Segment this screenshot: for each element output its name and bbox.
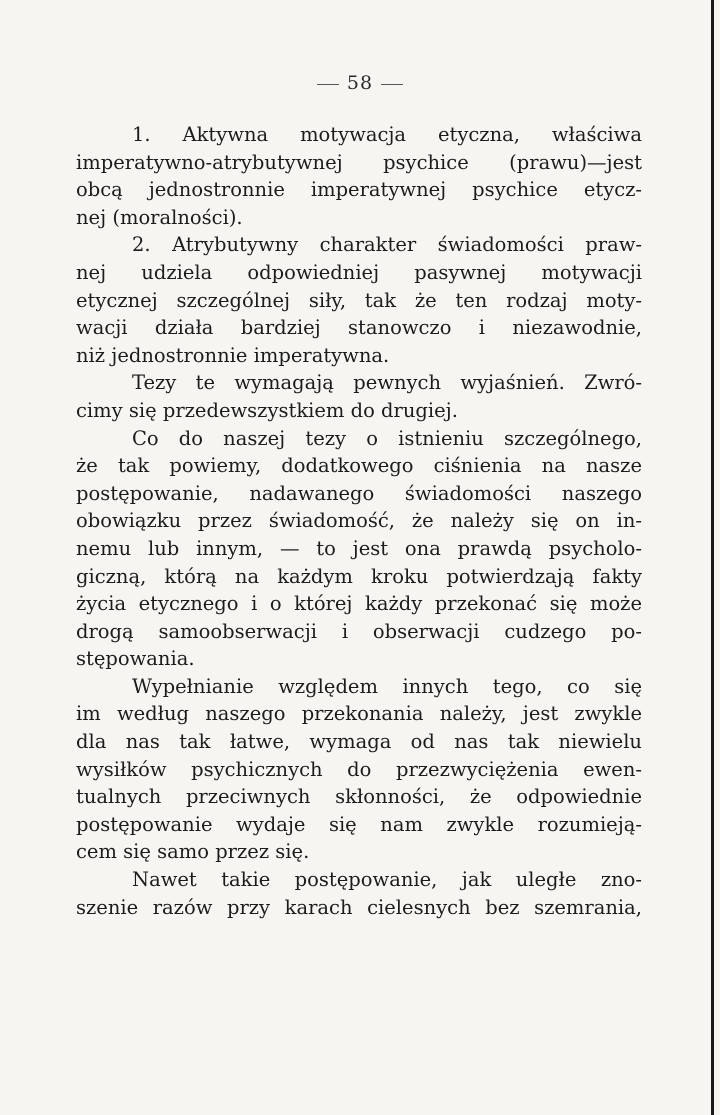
text-line: szenie razów przy karach cielesnych bez szemrania, xyxy=(76,895,642,919)
body-text xyxy=(76,121,642,921)
text-line: stępowania. xyxy=(76,647,195,671)
text-line: cem się samo przez się. xyxy=(76,840,310,864)
text-line: życia etycznego i o której każdy przekonać się może xyxy=(76,592,642,616)
text-line: obowiązku przez świadomość, że należy się on in- xyxy=(76,509,642,533)
text-line: nej udziela odpowiedniej pasywnej motywacji xyxy=(76,260,642,284)
text-line: postępowanie wydaje się nam zwykle rozumieją- xyxy=(76,812,642,836)
text-line: cimy się przedewszystkiem do drugiej. xyxy=(76,398,458,422)
text-line: dla nas tak łatwe, wymaga od nas tak niewielu xyxy=(76,730,642,754)
text-line: 2. Atrybutywny charakter świadomości praw- xyxy=(132,233,642,257)
text-line: Co do naszej tezy o istnieniu szczególnego, xyxy=(132,426,642,450)
text-line: tualnych przeciwnych skłonności, że odpowiednie xyxy=(76,785,642,809)
page-number-dash-left xyxy=(317,84,339,85)
text-line: wysiłków psychicznych do przezwyciężenia ewen- xyxy=(76,757,642,781)
text-line: drogą samoobserwacji i obserwacji cudzego po- xyxy=(76,619,642,643)
text-line: wacji działa bardziej stanowczo i niezawodnie, xyxy=(76,316,642,340)
text-line: etycznej szczególnej siły, tak że ten rodzaj moty- xyxy=(76,288,642,312)
text-line: Wypełnianie względem innych tego, co się xyxy=(132,674,642,698)
text-line: imperatywno-atrybutywnej psychice (prawu)—jest xyxy=(76,150,642,174)
page-number-dash-right xyxy=(381,84,403,85)
text-line: że tak powiemy, dodatkowego ciśnienia na nasze xyxy=(76,454,642,478)
text-line: postępowanie, nadawanego świadomości naszego xyxy=(76,481,642,505)
text-line: nemu lub innym, — to jest ona prawdą psycholo- xyxy=(76,536,642,560)
text-line: nej (moralności). xyxy=(76,205,243,229)
page-number: 58 xyxy=(346,72,374,94)
text-line: 1. Aktywna motywacja etyczna, właściwa xyxy=(132,123,642,146)
text-line: Nawet takie postępowanie, jak uległe zno- xyxy=(132,868,642,892)
text-line: giczną, którą na każdym kroku potwierdzają fakty xyxy=(76,564,642,588)
page-number-header xyxy=(0,72,720,94)
page-edge-border xyxy=(711,0,714,1115)
text-line: im według naszego przekonania należy, jest zwykle xyxy=(76,702,642,726)
text-line: niż jednostronnie imperatywna. xyxy=(76,343,390,367)
text-line: obcą jednostronnie imperatywnej psychice etycz- xyxy=(76,178,642,202)
text-line: Tezy te wymagają pewnych wyjaśnień. Zwró- xyxy=(132,371,642,395)
